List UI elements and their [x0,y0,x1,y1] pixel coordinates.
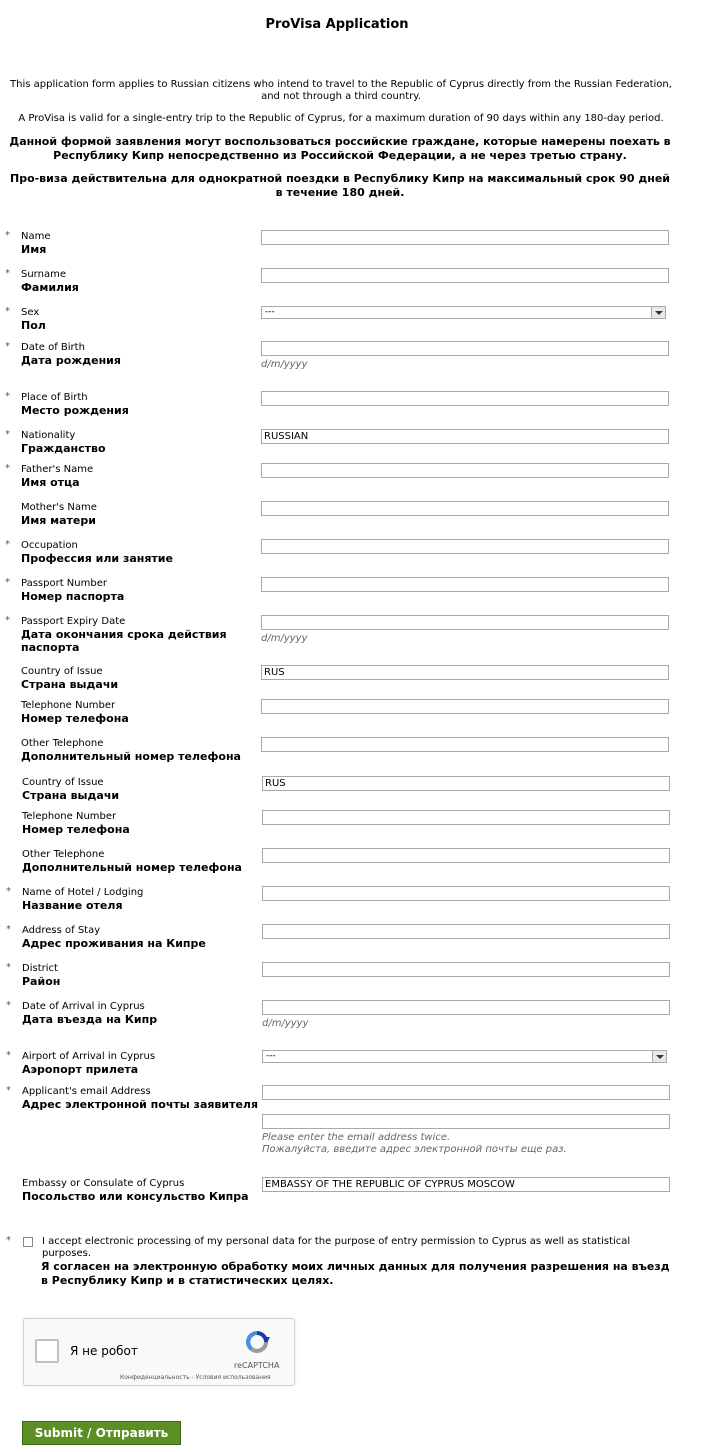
recaptcha-brand: reCAPTCHA [234,1361,280,1370]
label-passport-number-ru: Номер паспорта [21,590,125,603]
label-arrival-date-ru: Дата въезда на Кипр [22,1013,158,1026]
required-mark: * [5,429,10,440]
label-mother-en: Mother's Name [21,502,97,513]
country-of-issue-input[interactable]: RUS [261,665,669,680]
father-name-input[interactable] [261,463,669,478]
mother-name-input[interactable] [261,501,669,516]
required-mark: * [5,539,10,550]
required-mark: * [5,341,10,352]
label-surname-ru: Фамилия [21,281,79,294]
hotel-input[interactable] [262,886,670,901]
submit-button[interactable]: Submit / Отправить [22,1421,181,1445]
label-dob-ru: Дата рождения [21,354,121,367]
label-nationality-ru: Гражданство [21,442,106,455]
district-input[interactable] [262,962,670,977]
label-address-ru: Адрес проживания на Кипре [22,937,206,950]
passport-number-input[interactable] [261,577,669,592]
chevron-down-icon[interactable] [652,1051,666,1062]
telephone-2-input[interactable] [262,810,670,825]
label-sex-ru: Пол [21,319,46,332]
label-other-telephone-2-ru: Дополнительный номер телефона [22,861,242,874]
airport-select[interactable] [262,1050,667,1063]
label-dob-en: Date of Birth [21,342,85,353]
sex-select-value: --- [265,307,275,317]
label-district-en: District [22,963,58,974]
page-title: ProVisa Application [265,17,409,32]
required-mark: * [5,268,10,279]
required-mark: * [6,886,11,897]
label-name-en: Name [21,231,51,242]
occupation-input[interactable] [261,539,669,554]
dob-input[interactable] [261,341,669,356]
label-country-issue-2-ru: Страна выдачи [22,789,120,802]
label-other-telephone-2-en: Other Telephone [22,849,105,860]
consent-text-ru: Я согласен на электронную обработку моих личных данных для получения разрешения на въезд в Республику Кипр и в статистических целях. [41,1260,670,1287]
recaptcha-widget [23,1318,295,1386]
label-sex-en: Sex [21,307,40,318]
label-embassy-ru: Посольство или консульство Кипра [22,1190,249,1203]
label-father-en: Father's Name [21,464,94,475]
required-mark: * [6,924,11,935]
recaptcha-links[interactable]: Конфиденциальность - Условия использования [120,1374,271,1381]
label-pob-ru: Место рождения [21,404,129,417]
nationality-input[interactable]: RUSSIAN [261,429,669,444]
required-mark: * [6,962,11,973]
other-telephone-2-input[interactable] [262,848,670,863]
chevron-down-icon[interactable] [651,307,665,318]
recaptcha-checkbox[interactable] [35,1339,59,1363]
label-embassy-en: Embassy or Consulate of Cyprus [22,1178,185,1189]
label-hotel-en: Name of Hotel / Lodging [22,887,144,898]
passport-expiry-input[interactable] [261,615,669,630]
consent-checkbox[interactable] [23,1237,33,1247]
label-occupation-ru: Профессия или занятие [21,552,173,565]
label-other-telephone-en: Other Telephone [21,738,104,749]
label-passport-expiry-ru: Дата окончания срока действия паспорта [21,628,227,654]
label-nationality-en: Nationality [21,430,76,441]
name-input[interactable] [261,230,669,245]
embassy-input[interactable]: EMBASSY OF THE REPUBLIC OF CYPRUS MOSCOW [262,1177,670,1192]
required-mark: * [5,306,10,317]
label-address-en: Address of Stay [22,925,101,936]
label-telephone-en: Telephone Number [21,700,116,711]
required-mark: * [5,463,10,474]
required-mark: * [5,230,10,241]
surname-input[interactable] [261,268,669,283]
label-telephone-ru: Номер телефона [21,712,129,725]
intro-ru-1: Данной формой заявления могут воспользоваться российские граждане, которые намерены поехать в Республику Кипр непосредственно из Российской Федерации, а не через третью страну. [9,135,671,162]
email-confirm-input[interactable] [262,1114,670,1129]
recaptcha-logo-icon [242,1329,272,1355]
label-father-ru: Имя отца [21,476,80,489]
required-mark: * [6,1050,11,1061]
label-country-issue-en: Country of Issue [21,666,103,677]
email-hint-en: Please enter the email address twice. [262,1132,451,1143]
label-airport-en: Airport of Arrival in Cyprus [22,1051,156,1062]
passport-expiry-format-hint: d/m/yyyy [261,633,308,644]
required-mark: * [6,1085,11,1096]
label-district-ru: Район [22,975,61,988]
address-input[interactable] [262,924,670,939]
required-mark: * [5,577,10,588]
sex-select[interactable] [261,306,666,319]
label-airport-ru: Аэропорт прилета [22,1063,139,1076]
dob-format-hint: d/m/yyyy [261,359,308,370]
arrival-date-format-hint: d/m/yyyy [262,1018,309,1029]
consent-text-en: I accept electronic processing of my personal data for the purpose of entry permission to Cyprus as well as statistical purposes. [42,1236,631,1259]
label-other-telephone-ru: Дополнительный номер телефона [21,750,241,763]
required-mark: * [6,1235,11,1246]
label-country-issue-2-en: Country of Issue [22,777,104,788]
telephone-input[interactable] [261,699,669,714]
airport-select-value: --- [266,1051,276,1061]
label-telephone-2-ru: Номер телефона [22,823,130,836]
recaptcha-label: Я не робот [70,1344,138,1358]
label-occupation-en: Occupation [21,540,78,551]
country-of-issue-2-input[interactable]: RUS [262,776,670,791]
intro-en-1: This application form applies to Russian citizens who intend to travel to the Republic of Cyprus directly from the Russian Federation, and not through a third country. [10,79,672,102]
label-mother-ru: Имя матери [21,514,96,527]
required-mark: * [6,1000,11,1011]
email-hint-ru: Пожалуйста, введите адрес электронной почты еще раз. [262,1144,567,1155]
label-passport-number-en: Passport Number [21,578,107,589]
label-email-ru: Адрес электронной почты заявителя [22,1098,259,1111]
email-input[interactable] [262,1085,670,1100]
label-telephone-2-en: Telephone Number [22,811,117,822]
label-hotel-ru: Название отеля [22,899,123,912]
label-surname-en: Surname [21,269,66,280]
label-name-ru: Имя [21,243,47,256]
required-mark: * [5,391,10,402]
intro-en-2: A ProVisa is valid for a single-entry trip to the Republic of Cyprus, for a maximum duration of 90 days within any 180-day period. [18,113,664,124]
required-mark: * [5,615,10,626]
label-pob-en: Place of Birth [21,392,88,403]
label-email-en: Applicant's email Address [22,1086,151,1097]
label-arrival-date-en: Date of Arrival in Cyprus [22,1001,145,1012]
label-passport-expiry-en: Passport Expiry Date [21,616,126,627]
arrival-date-input[interactable] [262,1000,670,1015]
other-telephone-input[interactable] [261,737,669,752]
intro-ru-2: Про-виза действительна для однократной поездки в Республику Кипр на максимальный срок 90 дней в течение 180 дней. [9,172,671,199]
label-country-issue-ru: Страна выдачи [21,678,119,691]
place-of-birth-input[interactable] [261,391,669,406]
